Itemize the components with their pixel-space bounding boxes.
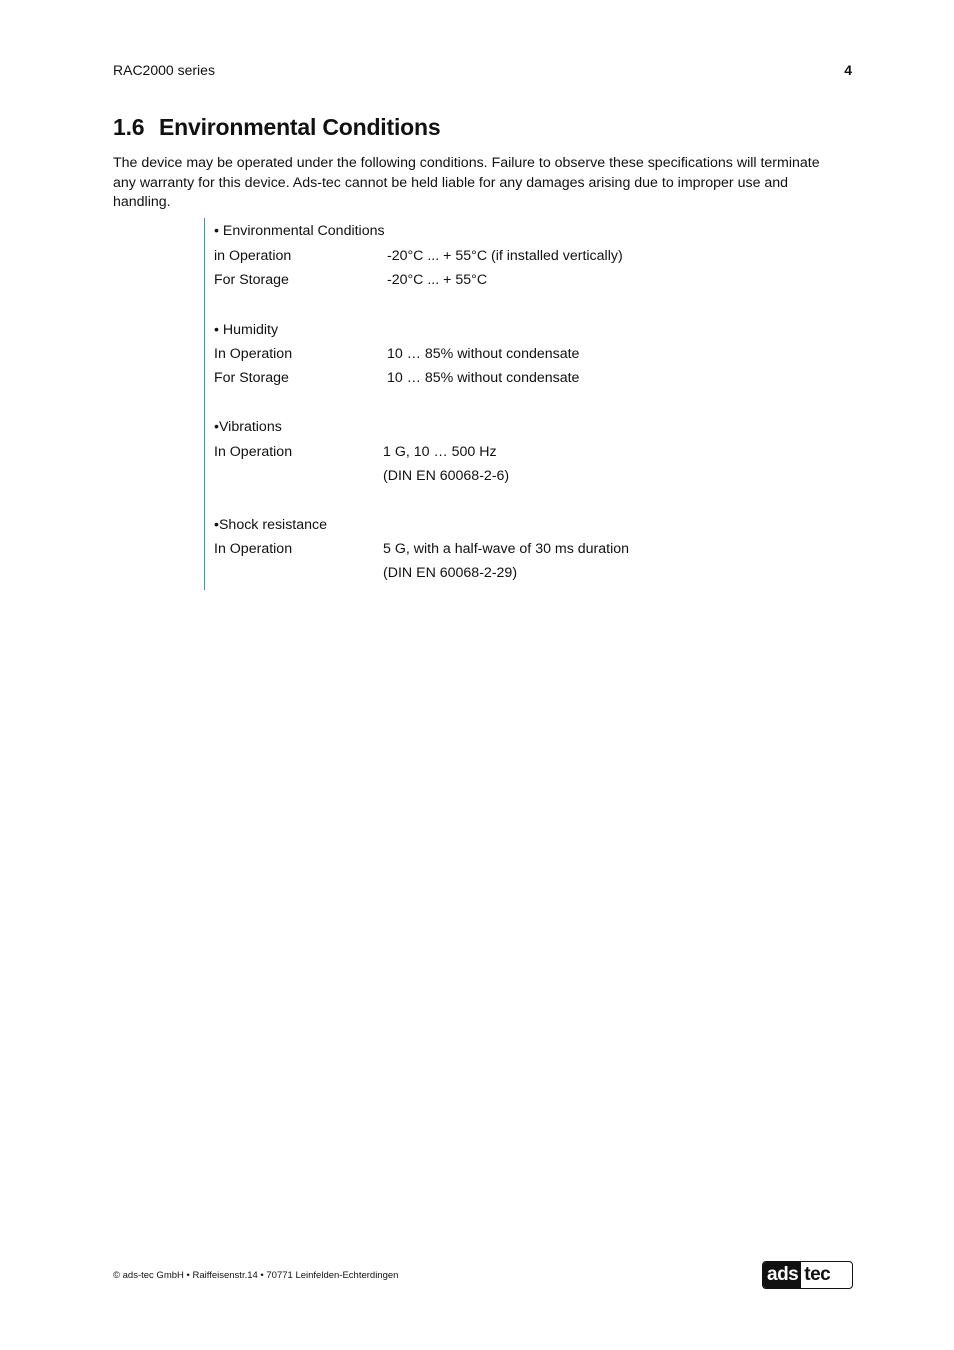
spec-label: In Operation <box>214 346 293 362</box>
spec-heading-environmental: • Environmental Conditions <box>214 223 385 239</box>
spec-label: For Storage <box>214 272 289 288</box>
spec-value: 1 G, 10 … 500 Hz <box>383 444 497 460</box>
page-number: 4 <box>844 62 852 78</box>
document-title: RAC2000 series <box>113 62 215 78</box>
section-number: 1.6 <box>113 114 145 140</box>
spec-value: 5 G, with a half-wave of 30 ms duration <box>383 541 630 557</box>
ads-tec-logo <box>762 1261 853 1289</box>
logo-text-tec: tec <box>801 1262 833 1288</box>
intro-paragraph: The device may be operated under the following conditions. Failure to observe these specifications will terminate any warranty for this device. Ads-tec cannot be held liable for any damages arising due to improper use and handling. <box>113 155 820 210</box>
spec-label: In Operation <box>214 444 293 460</box>
spec-label: In Operation <box>214 541 293 557</box>
spec-value: (DIN EN 60068-2-6) <box>383 468 510 484</box>
spec-label: in Operation <box>214 248 292 264</box>
section-title: Environmental Conditions <box>159 114 441 140</box>
spec-value: 10 … 85% without condensate <box>387 370 580 386</box>
spec-heading-humidity: • Humidity <box>214 322 279 338</box>
spec-heading-vibrations: •Vibrations <box>214 419 282 435</box>
section-heading <box>113 114 440 141</box>
spec-value: 10 … 85% without condensate <box>387 346 580 362</box>
spec-label: For Storage <box>214 370 289 386</box>
logo-text-ads: ads <box>763 1262 801 1288</box>
spec-value: -20°C ... + 55°C <box>387 272 488 288</box>
spec-value: (DIN EN 60068-2-29) <box>383 565 518 581</box>
footer-address: © ads-tec GmbH • Raiffeisenstr.14 • 70771 Leinfelden-Echterdingen <box>113 1270 399 1281</box>
spec-heading-shock: •Shock resistance <box>214 517 328 533</box>
spec-block <box>204 218 725 590</box>
spec-value: -20°C ... + 55°C (if installed vertically) <box>387 248 623 264</box>
